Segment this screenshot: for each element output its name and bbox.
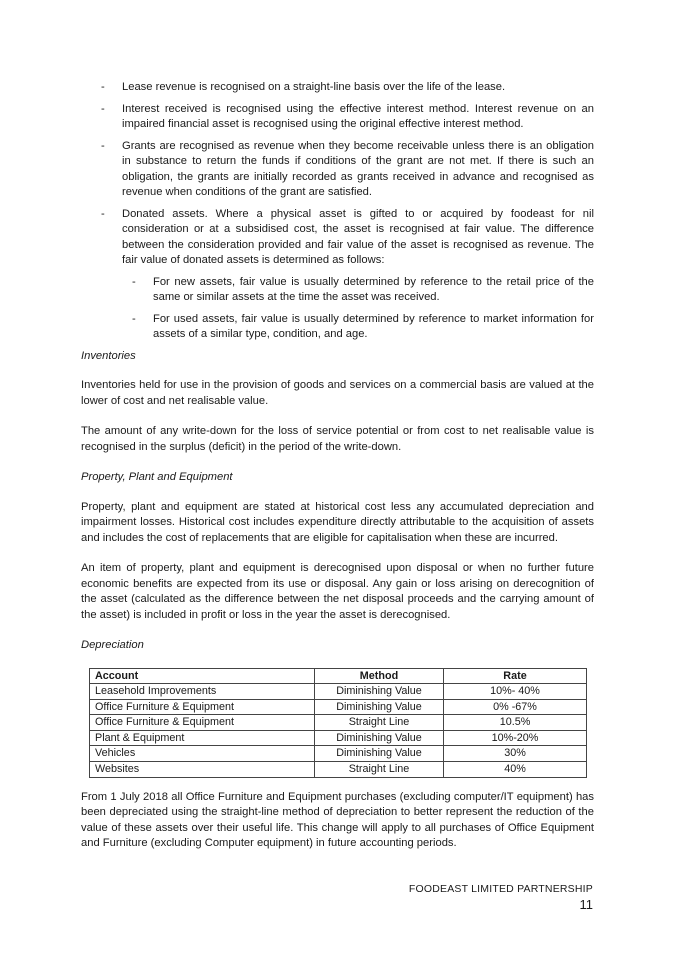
column-header-account: Account (90, 668, 315, 684)
sub-bullet-used-assets (81, 312, 594, 343)
bullet-dash: - (101, 139, 105, 152)
cell-account: Leasehold Improvements (90, 684, 315, 700)
inventories-paragraph-1: Inventories held for use in the provision of goods and services on a commercial basis are valued at the lower of cost and net realisable value. (81, 379, 594, 407)
cell-account: Websites (90, 762, 315, 778)
sub-bullet-dash: - (132, 275, 136, 288)
cell-method: Straight Line (315, 762, 444, 778)
cell-rate: 10.5% (444, 715, 587, 731)
bullet-text: Interest received is recognised using the effective interest method. Interest revenue on an impaired financial asset is recognised using the original effective interest method. (122, 102, 594, 130)
inventories-paragraph-2: The amount of any write-down for the loss of service potential or from cost to net realisable value is recognised in the surplus (deficit) in the period of the write-down. (81, 425, 594, 453)
page-content (81, 80, 594, 867)
ppe-heading: Property, Plant and Equipment (81, 471, 233, 483)
bullet-lease-revenue (81, 80, 594, 96)
cell-method: Diminishing Value (315, 746, 444, 762)
cell-method: Straight Line (315, 715, 444, 731)
table-row (90, 762, 587, 778)
cell-rate: 10%-20% (444, 730, 587, 746)
depreciation-table (89, 668, 587, 778)
cell-account: Office Furniture & Equipment (90, 715, 315, 731)
cell-method: Diminishing Value (315, 730, 444, 746)
sub-bullet-dash: - (132, 312, 136, 325)
table-row (90, 699, 587, 715)
cell-account: Vehicles (90, 746, 315, 762)
table-row (90, 746, 587, 762)
cell-rate: 0% -67% (444, 699, 587, 715)
cell-rate: 10%- 40% (444, 684, 587, 700)
table-row (90, 730, 587, 746)
sub-bullet-text: For new assets, fair value is usually determined by reference to the retail price of the same or similar assets at the time the asset was received. (153, 275, 594, 303)
table-row (90, 715, 587, 731)
cell-method: Diminishing Value (315, 684, 444, 700)
cell-rate: 40% (444, 762, 587, 778)
ppe-paragraph-1: Property, plant and equipment are stated at historical cost less any accumulated depreciation and impairment losses. Historical cost includes expenditure directly attributable to the acquisition of assets and includes the cost of replacements that are eligible for capitalisation when these are incurred. (81, 500, 594, 544)
inventories-heading: Inventories (81, 349, 136, 362)
bullet-text: Grants are recognised as revenue when they become receivable unless there is an obligation in substance to return the funds if conditions of the grant are not met. If there is such an obligation, the grants are initially recorded as grants received in advance and recognised as revenue when conditions of the grant are satisfied. (122, 139, 594, 198)
table-row (90, 684, 587, 700)
bullet-dash: - (101, 102, 105, 115)
ppe-paragraph-2: An item of property, plant and equipment is derecognised upon disposal or when no further future economic benefits are expected from its use or disposal. Any gain or loss arising on derecognition of the asset (calculated as the difference between the net disposal proceeds and the carrying amount of the asset) is included in profit or loss in the year the asset is derecognised. (81, 562, 594, 621)
bullet-dash: - (101, 81, 105, 93)
depreciation-note: From 1 July 2018 all Office Furniture and Equipment purchases (excluding computer/IT equipment) has been depreciated using the straight-line method of depreciation to better represent the reduction of the value of these assets over their useful life. This change will apply to all purchases of Office Equipment and Furniture (excluding Computer equipment) in future accounting periods. (81, 790, 594, 850)
column-header-rate: Rate (444, 668, 587, 684)
cell-account: Plant & Equipment (90, 730, 315, 746)
footer-organisation: FOODEAST LIMITED PARTNERSHIP (408, 883, 593, 895)
bullet-text: Lease revenue is recognised on a straight-line basis over the life of the lease. (122, 81, 506, 93)
bullet-grants (81, 139, 594, 201)
page-number: 11 (579, 897, 593, 912)
table-header-row (90, 668, 587, 684)
bullet-dash: - (101, 207, 105, 220)
sub-bullet-text: For used assets, fair value is usually determined by reference to market information for assets of a similar type, condition, and age. (153, 312, 594, 340)
sub-bullet-new-assets (81, 275, 594, 306)
depreciation-heading: Depreciation (81, 639, 144, 651)
bullet-text: Donated assets. Where a physical asset is gifted to or acquired by foodeast for nil consideration or at a subsidised cost, the asset is recognised at fair value. The difference between the consideration provided and fair value of the asset is recognised as revenue. The fair value of donated assets is determined as follows: (122, 207, 594, 266)
cell-method: Diminishing Value (315, 699, 444, 715)
cell-rate: 30% (444, 746, 587, 762)
bullet-donated-assets (81, 207, 594, 269)
cell-account: Office Furniture & Equipment (90, 699, 315, 715)
bullet-interest-received (81, 102, 594, 133)
column-header-method: Method (315, 668, 444, 684)
